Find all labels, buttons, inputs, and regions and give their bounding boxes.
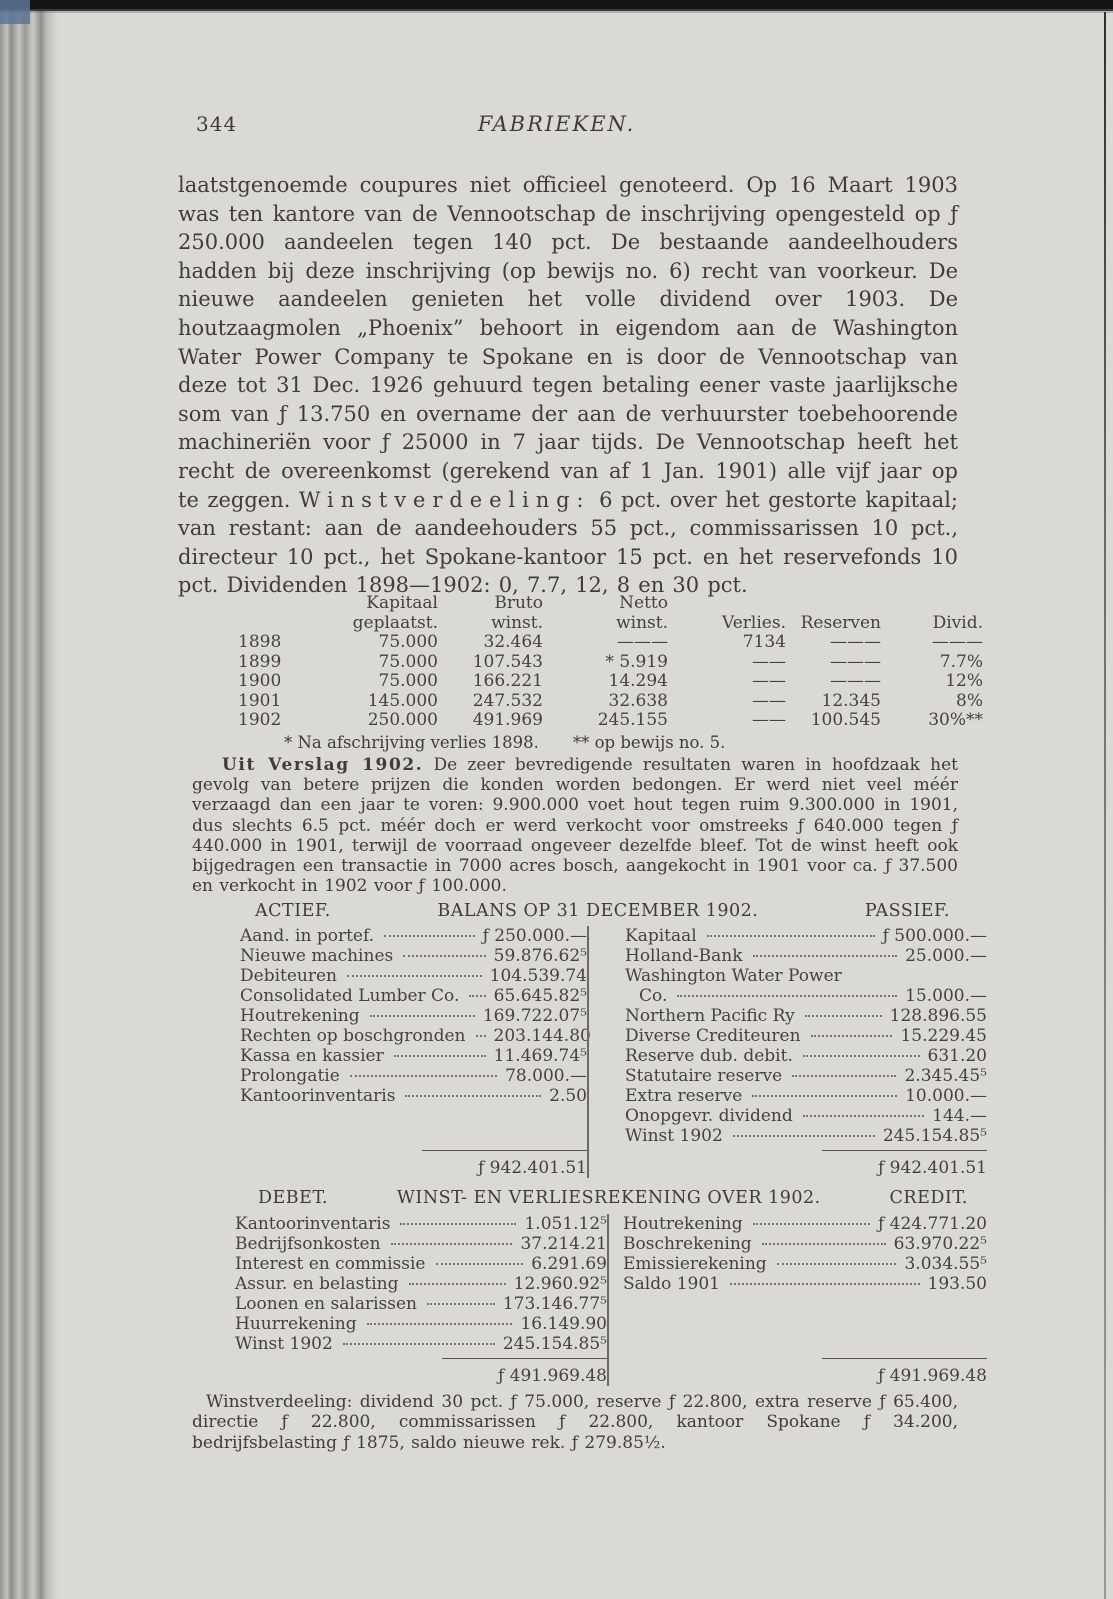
dot-leader [752,1095,897,1097]
ledger-row: Reserve dub. debit. 631.20 [625,1046,987,1066]
dot-leader [367,1323,513,1325]
ledger-row: Kapitaal ƒ 500.000.— [625,926,987,946]
dot-leader [427,1303,495,1305]
table-row [238,711,983,731]
col-header: Verlies. [722,612,786,633]
ledger-row: Emissierekening 3.034.55⁵ [623,1254,987,1274]
col-header: Netto [619,593,668,613]
intro-spaced-word: Winstverdeeling: [298,487,591,512]
ledger-row: Winst 1902 245.154.85⁵ [235,1334,607,1354]
dot-leader [391,1243,513,1245]
ledger-row: Assur. en belasting 12.960.92⁵ [235,1274,607,1294]
ledger-row: Kantoorinventaris 2.50 [240,1086,587,1106]
dot-leader [370,1015,475,1017]
ledger-row: Winst 1902 245.154.85⁵ [625,1126,987,1146]
dot-leader [805,1015,882,1017]
bruto-cell: 32.464 [483,632,543,652]
ledger-row: Saldo 1901 193.50 [623,1274,987,1294]
scan-right-edge [1104,12,1106,1599]
ledger-row: Kassa en kassier 11.469.74⁵ [240,1046,587,1066]
ledger-row: Aand. in portef. ƒ 250.000.— [240,926,587,946]
ledger-row: Nieuwe machines 59.876.62⁵ [240,946,587,966]
scan-corner-artifact [0,0,30,24]
ledger-row: Interest en commissie 6.291.69 [235,1254,607,1274]
passief-column [587,926,987,1178]
ledger-row: Boschrekening 63.970.22⁵ [623,1234,987,1254]
bruto-cell: 107.543 [472,651,543,672]
ledger-row: Houtrekening 169.722.07⁵ [240,1006,587,1026]
ledger-row: Houtrekening ƒ 424.771.20 [623,1214,987,1234]
credit-column [607,1214,987,1386]
ledger-row: Loonen en salarissen 173.146.77⁵ [235,1294,607,1314]
ledger-row: Huurrekening 16.149.90 [235,1314,607,1334]
actief-heading: ACTIEF. [255,901,331,921]
dot-leader [777,1263,897,1265]
balans-title: BALANS OP 31 DECEMBER 1902. [437,901,759,921]
dot-leader [384,935,475,937]
netto-cell: 32.638 [608,690,668,711]
dot-leader [792,1075,896,1077]
ledger-row: Prolongatie 78.000.— [240,1066,587,1086]
dot-leader [400,1223,516,1225]
ledger-row: Bedrijfsonkosten 37.214.21 [235,1234,607,1254]
divid-cell: 12% [945,671,983,691]
dot-leader [469,995,485,997]
year-cell: 1900 [238,671,282,691]
ledger-row: Onopgevr. dividend 144.— [625,1106,987,1126]
dot-leader [803,1115,924,1117]
verslag-paragraph [192,755,958,896]
col-header: winst. [491,612,543,633]
netto-cell: 14.294 [608,671,668,691]
table-row [238,672,983,692]
year-cell: 1898 [238,632,282,652]
passief-total: ƒ 942.401.51 [625,1150,987,1178]
dividends-section [0,594,1113,752]
dot-leader [436,1263,524,1265]
reserven-cell: ——— [830,671,881,691]
verlies-cell: —— [752,671,786,691]
dot-leader [730,1283,920,1285]
dot-leader [733,1135,875,1137]
dot-leader [343,1343,495,1345]
balans-heading [0,901,1113,921]
page-number: 344 [196,112,238,136]
dot-leader [394,1055,486,1057]
wv-ledger [215,1214,987,1386]
intro-text-after: 6 pct. over het gestorte kapitaal; van restant: aan de aandeehouders 55 pct., commissarissen 10 pct., directeur 10 pct., het Spokane-kantoor 15 pct. en het reservefonds 10 pct. Dividenden 1898—1902: 0, 7.7, 12, 8 en 30 pct. [178,487,958,598]
footnote-1: * Na afschrijving verlies 1898. [284,732,539,752]
page-header [0,112,1113,142]
dot-leader [347,975,482,977]
verlies-cell: —— [752,690,786,711]
verlies-cell: —— [752,710,786,730]
verslag-lead: Uit Verslag 1902. [222,755,424,775]
ledger-row: Rechten op boschgronden 203.144.80 [240,1026,591,1046]
intro-text-before: laatstgenoemde coupures niet officieel genoteerd. Op 16 Maart 1903 was ten kantore van de Vennootschap de inschrijving opengesteld op ƒ 250.000 aandeelen tegen 140 pct. De bestaande aandeelhouders hadden bij deze inschrijving (op bewijs no. 6) recht van voorkeur. De nieuwe aandeelen genieten het volle dividend over 1903. De houtzaagmolen „Phoenix” behoort in eigendom aan de Washington Water Power Company te Spokane en is door de Vennootschap van deze tot 31 Dec. 1926 gehuurd tegen betaling eener vaste jaarlijksche som van ƒ 13.750 en overname der aan de verhuurster toebehoorende machineriën voor ƒ 25000 in 7 jaar tijds. De Vennootschap heeft het recht de overeenkomst (gerekend van af 1 Jan. 1901) alle vijf jaar op te zeggen. [178,173,958,512]
dot-leader [753,1223,870,1225]
closing-paragraph [192,1392,958,1453]
actief-column [215,926,591,1178]
balans-ledger [215,926,987,1178]
bruto-cell: 491.969 [472,710,543,730]
scan-top-edge [0,0,1113,13]
intro-paragraph [178,171,958,600]
debet-column [215,1214,607,1386]
kapitaal-cell: 75.000 [378,632,438,652]
col-header: Kapitaal [366,593,438,613]
year-cell: 1901 [238,690,282,711]
ledger-row: Washington Water Power [625,966,842,986]
footnote-2: ** op bewijs no. 5. [572,732,726,752]
netto-cell: ——— [617,632,668,652]
netto-cell: 245.155 [597,710,668,730]
dividends-table [238,594,983,731]
dot-leader [707,935,875,937]
ledger-row: Northern Pacific Ry 128.896.55 [625,1006,987,1026]
netto-cell: * 5.919 [605,651,668,672]
ledger-row: Kantoorinventaris 1.051.12⁵ [235,1214,607,1234]
col-header: Reserven [800,612,881,633]
kapitaal-cell: 75.000 [378,651,438,672]
table-footnotes [284,733,1113,752]
dot-leader [476,1035,486,1037]
reserven-cell: ——— [830,632,881,652]
table-header-row-2 [238,614,983,634]
credit-heading: CREDIT. [889,1188,968,1208]
divid-cell: 7.7% [939,651,983,672]
year-cell: 1902 [238,710,282,730]
table-header-row-1 [238,594,983,614]
wv-heading [0,1188,1113,1208]
ledger-row: Extra reserve 10.000.— [625,1086,987,1106]
reserven-cell: 100.545 [810,710,881,730]
ledger-row: Debiteuren 104.539.74 [240,966,587,986]
kapitaal-cell: 250.000 [367,710,438,730]
wv-title: WINST- EN VERLIESREKENING OVER 1902. [396,1188,821,1208]
debet-heading: DEBET. [258,1188,329,1208]
divid-cell: ——— [932,632,983,652]
kapitaal-cell: 145.000 [367,690,438,711]
debet-total: ƒ 491.969.48 [235,1358,607,1386]
table-row [238,653,983,673]
col-header: Divid. [932,612,983,633]
verlies-cell: 7134 [742,632,786,652]
closing-text: Winstverdeeling: dividend 30 pct. ƒ 75.000, reserve ƒ 22.800, extra reserve ƒ 65.400, directie ƒ 22.800, commissarissen ƒ 22.800, kantoor Spokane ƒ 34.200, bedrijfsbelasting ƒ 1875, saldo nieuwe rek. ƒ 279.85½. [192,1392,958,1453]
divid-cell: 8% [956,690,983,711]
dot-leader [409,1283,506,1285]
ledger-row: Consolidated Lumber Co. 65.645.82⁵ [240,986,587,1006]
dot-leader [677,995,897,997]
actief-total: ƒ 942.401.51 [240,1150,587,1178]
dot-leader [753,955,898,957]
ledger-row: Diverse Crediteuren 15.229.45 [625,1026,987,1046]
bruto-cell: 166.221 [472,671,543,691]
col-header: Bruto [494,593,543,613]
reserven-cell: 12.345 [821,690,881,711]
running-title: FABRIEKEN. [477,112,636,136]
ledger-row: Co. 15.000.— [639,986,987,1006]
dot-leader [803,1055,920,1057]
dot-leader [405,1095,541,1097]
passief-heading: PASSIEF. [864,901,950,921]
bruto-cell: 247.532 [472,690,543,711]
table-row [238,633,983,653]
dot-leader [403,955,485,957]
table-row [238,692,983,712]
year-cell: 1899 [238,651,282,672]
scan-left-page-edges [0,10,58,1599]
kapitaal-cell: 75.000 [378,671,438,691]
credit-total: ƒ 491.969.48 [623,1358,987,1386]
ledger-row: Statutaire reserve 2.345.45⁵ [625,1066,987,1086]
ledger-row: Holland-Bank 25.000.— [625,946,987,966]
verslag-text: De zeer bevredigende resultaten waren in hoofdzaak het gevolg van betere prijzen die konden worden bedongen. Er werd niet veel méér verzaagd dan een jaar te voren: 9.900.000 voet hout tegen ruim 9.300.000 in 1901, dus slechts 6.5 pct. méér doch er werd verkocht voor omstreeks ƒ 640.000 tegen ƒ 440.000 in 1901, terwijl de voorraad ongeveer dezelfde bleef. Tot de winst heeft ook bijgedragen een transactie in 7000 acres bosch, aangekocht in 1901 voor ca. ƒ 37.500 en verkocht in 1902 voor ƒ 100.000. [192,755,958,897]
reserven-cell: ——— [830,651,881,672]
dot-leader [762,1243,886,1245]
verlies-cell: —— [752,651,786,672]
divid-cell: 30%** [928,710,983,730]
dot-leader [350,1075,497,1077]
dot-leader [811,1035,893,1037]
col-header: winst. [616,612,668,633]
col-header: geplaatst. [352,612,438,633]
